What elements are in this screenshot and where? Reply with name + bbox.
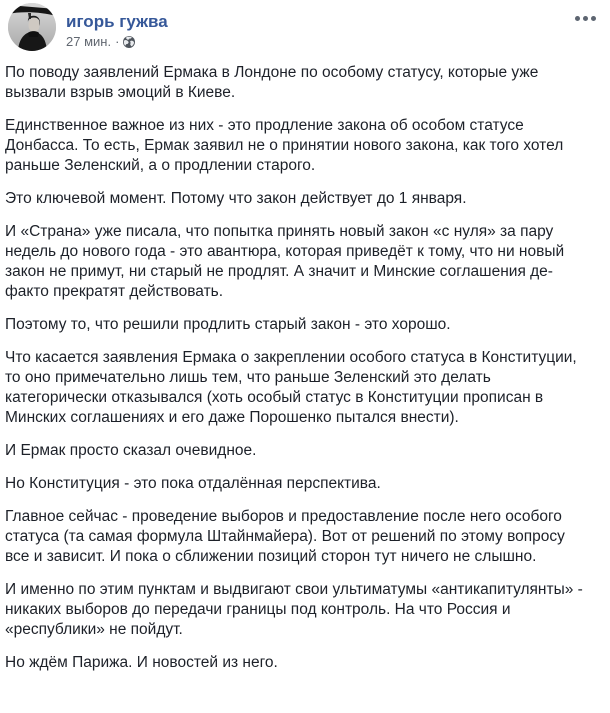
ellipsis-icon <box>591 16 596 21</box>
avatar-photo <box>8 3 56 51</box>
meta-separator: · <box>115 34 120 49</box>
author-avatar[interactable] <box>8 3 56 51</box>
post-header <box>0 0 610 60</box>
post-paragraph: Но Конституция - это пока отдалённая перспектива. <box>5 475 381 492</box>
post-paragraph: Но ждём Парижа. И новостей из него. <box>5 654 278 671</box>
post-paragraph: Единственное важное из них - это продление закона об особом статусе Донбасса. То есть, Ермак заявил не о принятии нового закона, как того хотел раньше Зеленский, а о продлении старого. <box>5 117 564 174</box>
ellipsis-icon <box>575 16 580 21</box>
post-paragraph: По поводу заявлений Ермака в Лондоне по особому статусу, которые уже вызвали взрыв эмоций в Киеве. <box>5 64 539 101</box>
post-body <box>0 60 610 673</box>
header-meta <box>66 3 168 50</box>
post-meta-line <box>66 34 168 50</box>
post-paragraph: Это ключевой момент. Потому что закон действует до 1 января. <box>5 190 467 207</box>
globe-icon <box>123 36 135 48</box>
post-timestamp[interactable]: 27 мин. <box>66 34 112 49</box>
post-paragraph: И Ермак просто сказал очевидное. <box>5 442 257 459</box>
ellipsis-icon <box>583 16 588 21</box>
post-paragraph: Главное сейчас - проведение выборов и предоставление после него особого статуса (та самая формула Штайнмайера). Вот от решений по этому вопросу все и зависит. И пока о сближении позиций сторон тут ничего не слышно. <box>5 508 565 565</box>
post-paragraph: Что касается заявления Ермака о закреплении особого статуса в Конституции, то оно примечательно лишь тем, что раньше Зеленский это делать категорически отказывался (хоть особый статус в Конституции прописан в Минских соглашениях и его даже Порошенко пытался внести). <box>5 349 577 426</box>
post-paragraph: Поэтому то, что решили продлить старый закон - это хорошо. <box>5 316 451 333</box>
post-paragraph: И именно по этим пунктам и выдвигают свои ультиматумы «антикапитулянты» - никаких выборов до передачи границы под контроль. На что Россия и «республики» не пойдут. <box>5 581 583 638</box>
author-name-link[interactable]: игорь гужва <box>66 12 168 31</box>
post-paragraph: И «Страна» уже писала, что попытка принять новый закон «с нуля» за пару недель до нового года - это авантюра, которая приведёт к тому, что ни новый закон не примут, ни старый не продлят. А значит и Минские соглашения де-факто прекратят действовать. <box>5 223 565 300</box>
post-menu-button[interactable] <box>570 8 598 28</box>
